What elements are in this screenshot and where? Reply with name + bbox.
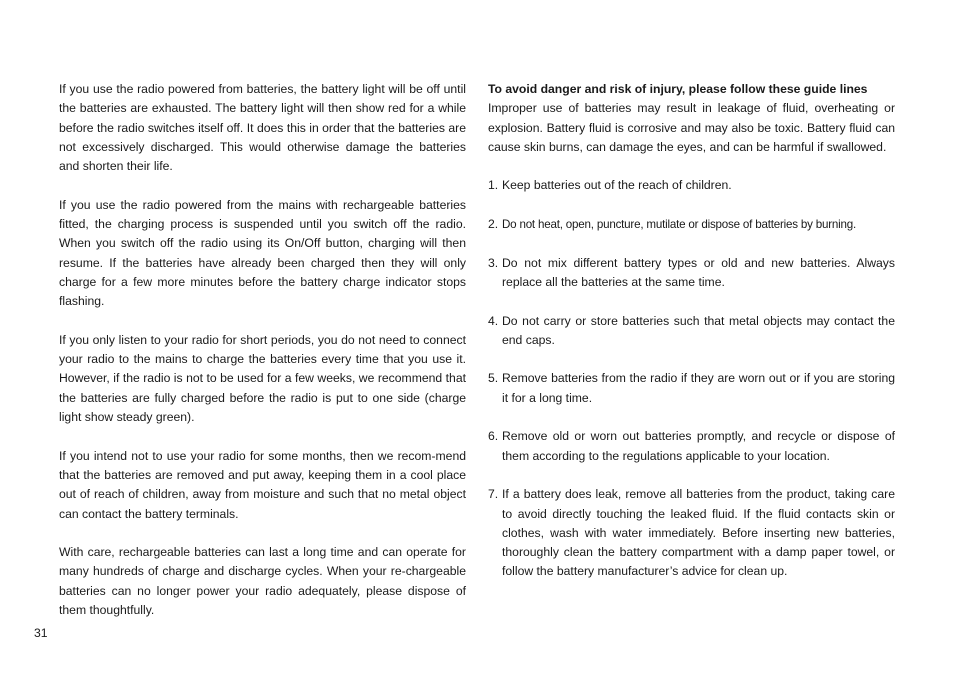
list-text: Do not heat, open, puncture, mutilate or dispose of batteries by burning. <box>502 218 857 232</box>
list-item <box>488 369 895 408</box>
paragraph-short-periods: If you only listen to your radio for short periods, you do not need to connect your radio to the mains to charge the batteries every time that you use it. However, if the radio is not to be used for a few weeks, we recommend that the batteries are fully charged before the radio is put to one side (charge light show steady green). <box>59 332 466 425</box>
paragraph-care: With care, rechargeable batteries can last a long time and can operate for many hundreds of charge and discharge cycles. When your re-chargeable batteries can no longer power your radio adequately, please dispose of them thoughtfully. <box>59 545 466 618</box>
list-item <box>488 485 895 581</box>
list-text: Remove old or worn out batteries promptly, and recycle or dispose of them according to the regulations applicable to your location. <box>502 429 895 463</box>
list-number: 7. <box>488 487 499 502</box>
paragraph-battery-light: If you use the radio powered from batteries, the battery light will be off until the batteries are exhausted. The battery light will then show red for a while before the radio switches itself off. It does this in order that the batteries are not excessively discharged. This would otherwise damage the batteries and shorten their life. <box>59 82 466 174</box>
paragraph-storage: If you intend not to use your radio for some months, then we recom-mend that the batteries are removed and put away, keeping them in a cool place out of reach of children, away from moisture and such that no metal object can contact the battery terminals. <box>59 448 466 521</box>
page-number: 31 <box>34 626 48 640</box>
list-text: Keep batteries out of the reach of children. <box>502 178 732 193</box>
list-number: 4. <box>488 313 499 328</box>
list-number: 6. <box>488 429 499 444</box>
right-column <box>488 80 895 601</box>
list-number: 1. <box>488 178 499 193</box>
list-number: 3. <box>488 255 499 270</box>
list-text: If a battery does leak, remove all batteries from the product, taking care to avoid directly touching the leaked fluid. If the fluid contacts skin or clothes, wash with water immediately. Before inserting new batteries, thoroughly clean the battery compartment with a damp paper towel, or follow the battery manufacturer’s advice for clean up. <box>502 487 895 579</box>
list-item <box>488 176 895 195</box>
list-item <box>488 215 895 234</box>
list-text: Do not carry or store batteries such that metal objects may contact the end caps. <box>502 313 895 347</box>
list-number: 2. <box>488 217 499 232</box>
safety-heading: To avoid danger and risk of injury, please follow these guide lines <box>488 82 868 96</box>
safety-intro: Improper use of batteries may result in leakage of fluid, overheating or explosion. Battery fluid is corrosive and may also be toxic. Battery fluid can cause skin burns, can damage the eyes, and can be harmful if swallowed. <box>488 101 895 154</box>
list-item <box>488 312 895 351</box>
list-number: 5. <box>488 371 499 386</box>
list-item <box>488 254 895 293</box>
left-column <box>59 80 466 640</box>
list-text: Remove batteries from the radio if they are worn out or if you are storing it for a long time. <box>502 371 895 405</box>
list-text: Do not mix different battery types or old and new batteries. Always replace all the batteries at the same time. <box>502 255 895 289</box>
list-item <box>488 427 895 466</box>
paragraph-mains-charging: If you use the radio powered from the mains with rechargeable batteries fitted, the charging process is suspended until you switch off the radio. When you switch off the radio using its On/Off button, charging will then resume. If the batteries have already been charged then they will only charge for a few more minutes before the battery charge indicator stops flashing. <box>59 197 466 309</box>
